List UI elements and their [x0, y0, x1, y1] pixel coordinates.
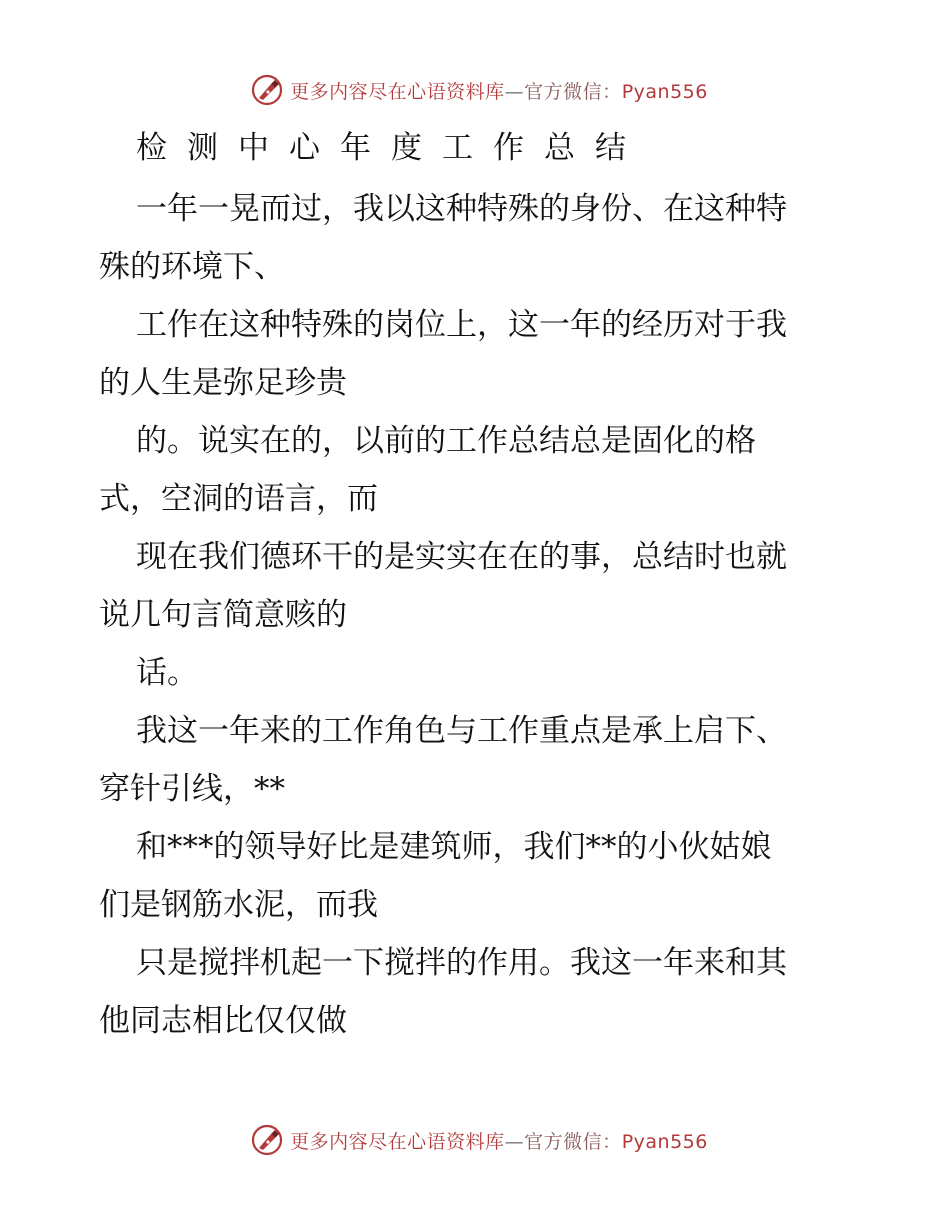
text-line: 他同志相比仅仅做 — [99, 1003, 347, 1039]
text-line: 和***的领导好比是建筑师，我们**的小伙姑娘 — [136, 829, 772, 865]
banner-wechat-label: 官方微信： — [524, 1130, 622, 1153]
banner-text — [290, 77, 708, 104]
pen-nib-logo-icon — [250, 1123, 284, 1157]
text-line: 式，空洞的语言，而 — [99, 481, 378, 517]
text-line: 殊的环境下、 — [99, 249, 285, 285]
header-banner — [0, 70, 950, 110]
banner-wechat-id: Pyan556 — [621, 1130, 708, 1153]
banner-content — [250, 1123, 708, 1157]
banner-wechat-id: Pyan556 — [621, 80, 708, 103]
text-line: 只是搅拌机起一下搅拌的作用。我这一年来和其 — [136, 945, 787, 981]
document-title: 检测中心年度工作总结 — [136, 130, 646, 166]
text-line: 的。说实在的，以前的工作总结总是固化的格 — [136, 423, 756, 459]
banner-brand-text: 更多内容尽在心语资料库 — [290, 1130, 505, 1153]
text-line: 我这一年来的工作角色与工作重点是承上启下、 — [136, 713, 787, 749]
banner-brand-text: 更多内容尽在心语资料库 — [290, 80, 505, 103]
text-line: 工作在这种特殊的岗位上，这一年的经历对于我 — [136, 307, 787, 343]
text-line: 现在我们德环干的是实实在在的事，总结时也就 — [136, 539, 787, 575]
banner-separator: — — [504, 80, 525, 103]
text-line: 们是钢筋水泥，而我 — [99, 887, 378, 923]
document-body — [99, 122, 859, 1050]
banner-content — [250, 73, 708, 107]
banner-wechat-label: 官方微信： — [524, 80, 622, 103]
banner-text — [290, 1127, 708, 1154]
text-line: 穿针引线，** — [99, 771, 285, 807]
banner-separator: — — [504, 1130, 525, 1153]
text-line: 说几句言简意赅的 — [99, 597, 347, 633]
text-line: 的人生是弥足珍贵 — [99, 365, 347, 401]
footer-banner — [0, 1120, 950, 1160]
text-line: 一年一晃而过，我以这种特殊的身份、在这种特 — [136, 191, 787, 227]
text-line: 话。 — [136, 655, 198, 691]
pen-nib-logo-icon — [250, 73, 284, 107]
